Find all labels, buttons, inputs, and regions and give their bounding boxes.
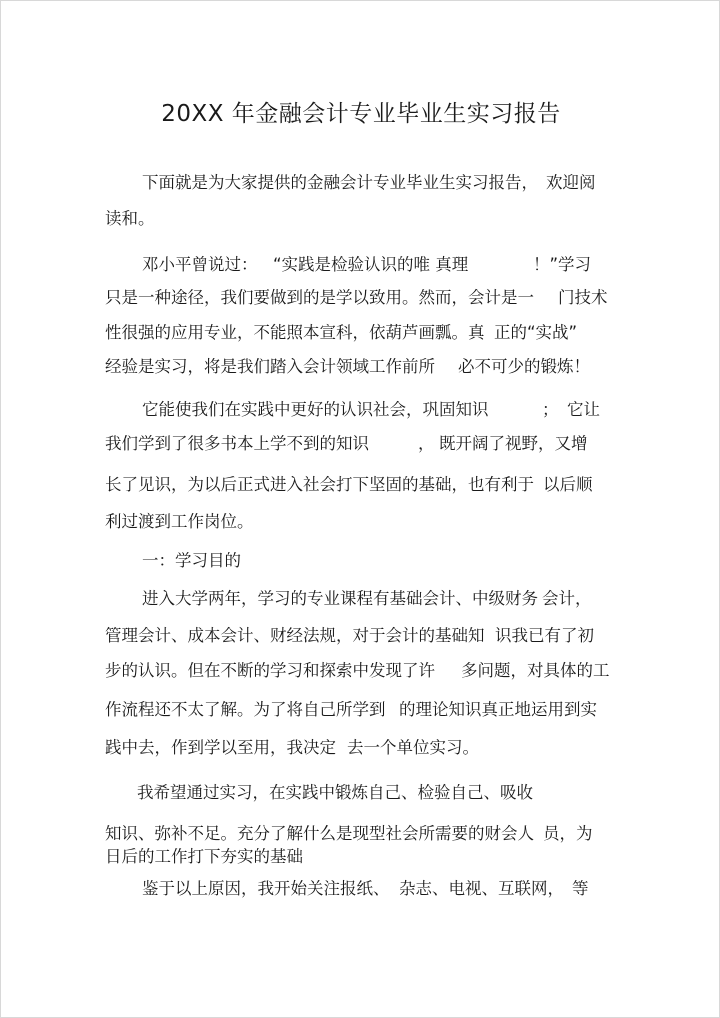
text-segment: 下面就是为大家提供的金融会计专业毕业生实习报告， (142, 173, 538, 192)
text-segment: 作流程还不太了解。为了将自己所学到 (105, 700, 386, 719)
text-segment: 性很强的应用专业，不能照本宣科，依葫芦画瓢。真 (105, 323, 485, 342)
text-segment: 利过渡到工作岗位。 (105, 512, 254, 531)
text-segment: 知识、弥补不足。充分了解什么是现型社会所需要的财会人 (105, 824, 534, 843)
text-segment: 长了见识，为以后正式进入社会打下坚固的基础，也有利于 (105, 475, 534, 494)
text-segment: 欢迎阅 (546, 173, 596, 192)
text-segment: 读和。 (105, 209, 155, 228)
text-segment: 我们学到了很多书本上学不到的知识 (105, 434, 369, 453)
document-title: 20XX 年金融会计专业毕业生实习报告 (161, 101, 561, 127)
text-segment: “实践是检验认识的唯 真理 (273, 255, 469, 274)
text-segment: 员，为 (543, 824, 593, 843)
text-segment: 步的认识。但在不断的学习和探索中发现了许 (105, 661, 435, 680)
text-segment: 经验是实习，将是我们踏入会计领域工作前所 (105, 357, 435, 376)
text-segment: 它能使我们在实践中更好的认识社会，巩固知识 (142, 400, 489, 419)
text-segment: 管理会计、成本会计、财经法规，对于会计的基础知 (105, 626, 485, 645)
text-segment: ； (542, 400, 559, 419)
text-segment: 它让 (567, 400, 600, 419)
text-segment: 进入大学两年，学习的专业课程有基础会计、中级财务 (142, 589, 538, 608)
text-segment: 以后顺 (543, 475, 593, 494)
text-segment: 邓小平曾说过： (142, 255, 258, 274)
text-segment: 必不可少的锻炼！ (458, 357, 590, 376)
text-segment: 门技术 (558, 288, 608, 307)
text-segment: 识我已有了初 (495, 626, 594, 645)
text-segment: 只是一种途径，我们要做到的是学以致用。然而，会计是一 (105, 288, 534, 307)
text-segment: ！”学习 (533, 255, 592, 274)
text-segment: 正的“实战” (494, 323, 578, 342)
text-segment: 我希望通过实习，在实践中锻炼自己、检验自己、吸收 (137, 783, 533, 802)
text-segment: 会计， (542, 589, 592, 608)
text-segment: ， (418, 434, 435, 453)
text-segment: 多问题，对具体的工 (461, 661, 610, 680)
text-segment: 既开阔了视野，又增 (439, 434, 588, 453)
text-segment: 杂志、电视、互联网， (399, 879, 564, 898)
text-segment: 的理论知识真正地运用到实 (399, 700, 597, 719)
text-segment: 日后的工作打下夯实的基础 (105, 847, 303, 866)
text-segment: 践中去，作到学以至用，我决定 (105, 738, 336, 757)
text-segment: 去一个单位实习。 (347, 738, 479, 757)
text-segment: 一：学习目的 (142, 551, 241, 570)
text-segment: 等 (572, 879, 589, 898)
text-segment: 鉴于以上原因，我开始关注报纸、 (142, 879, 390, 898)
